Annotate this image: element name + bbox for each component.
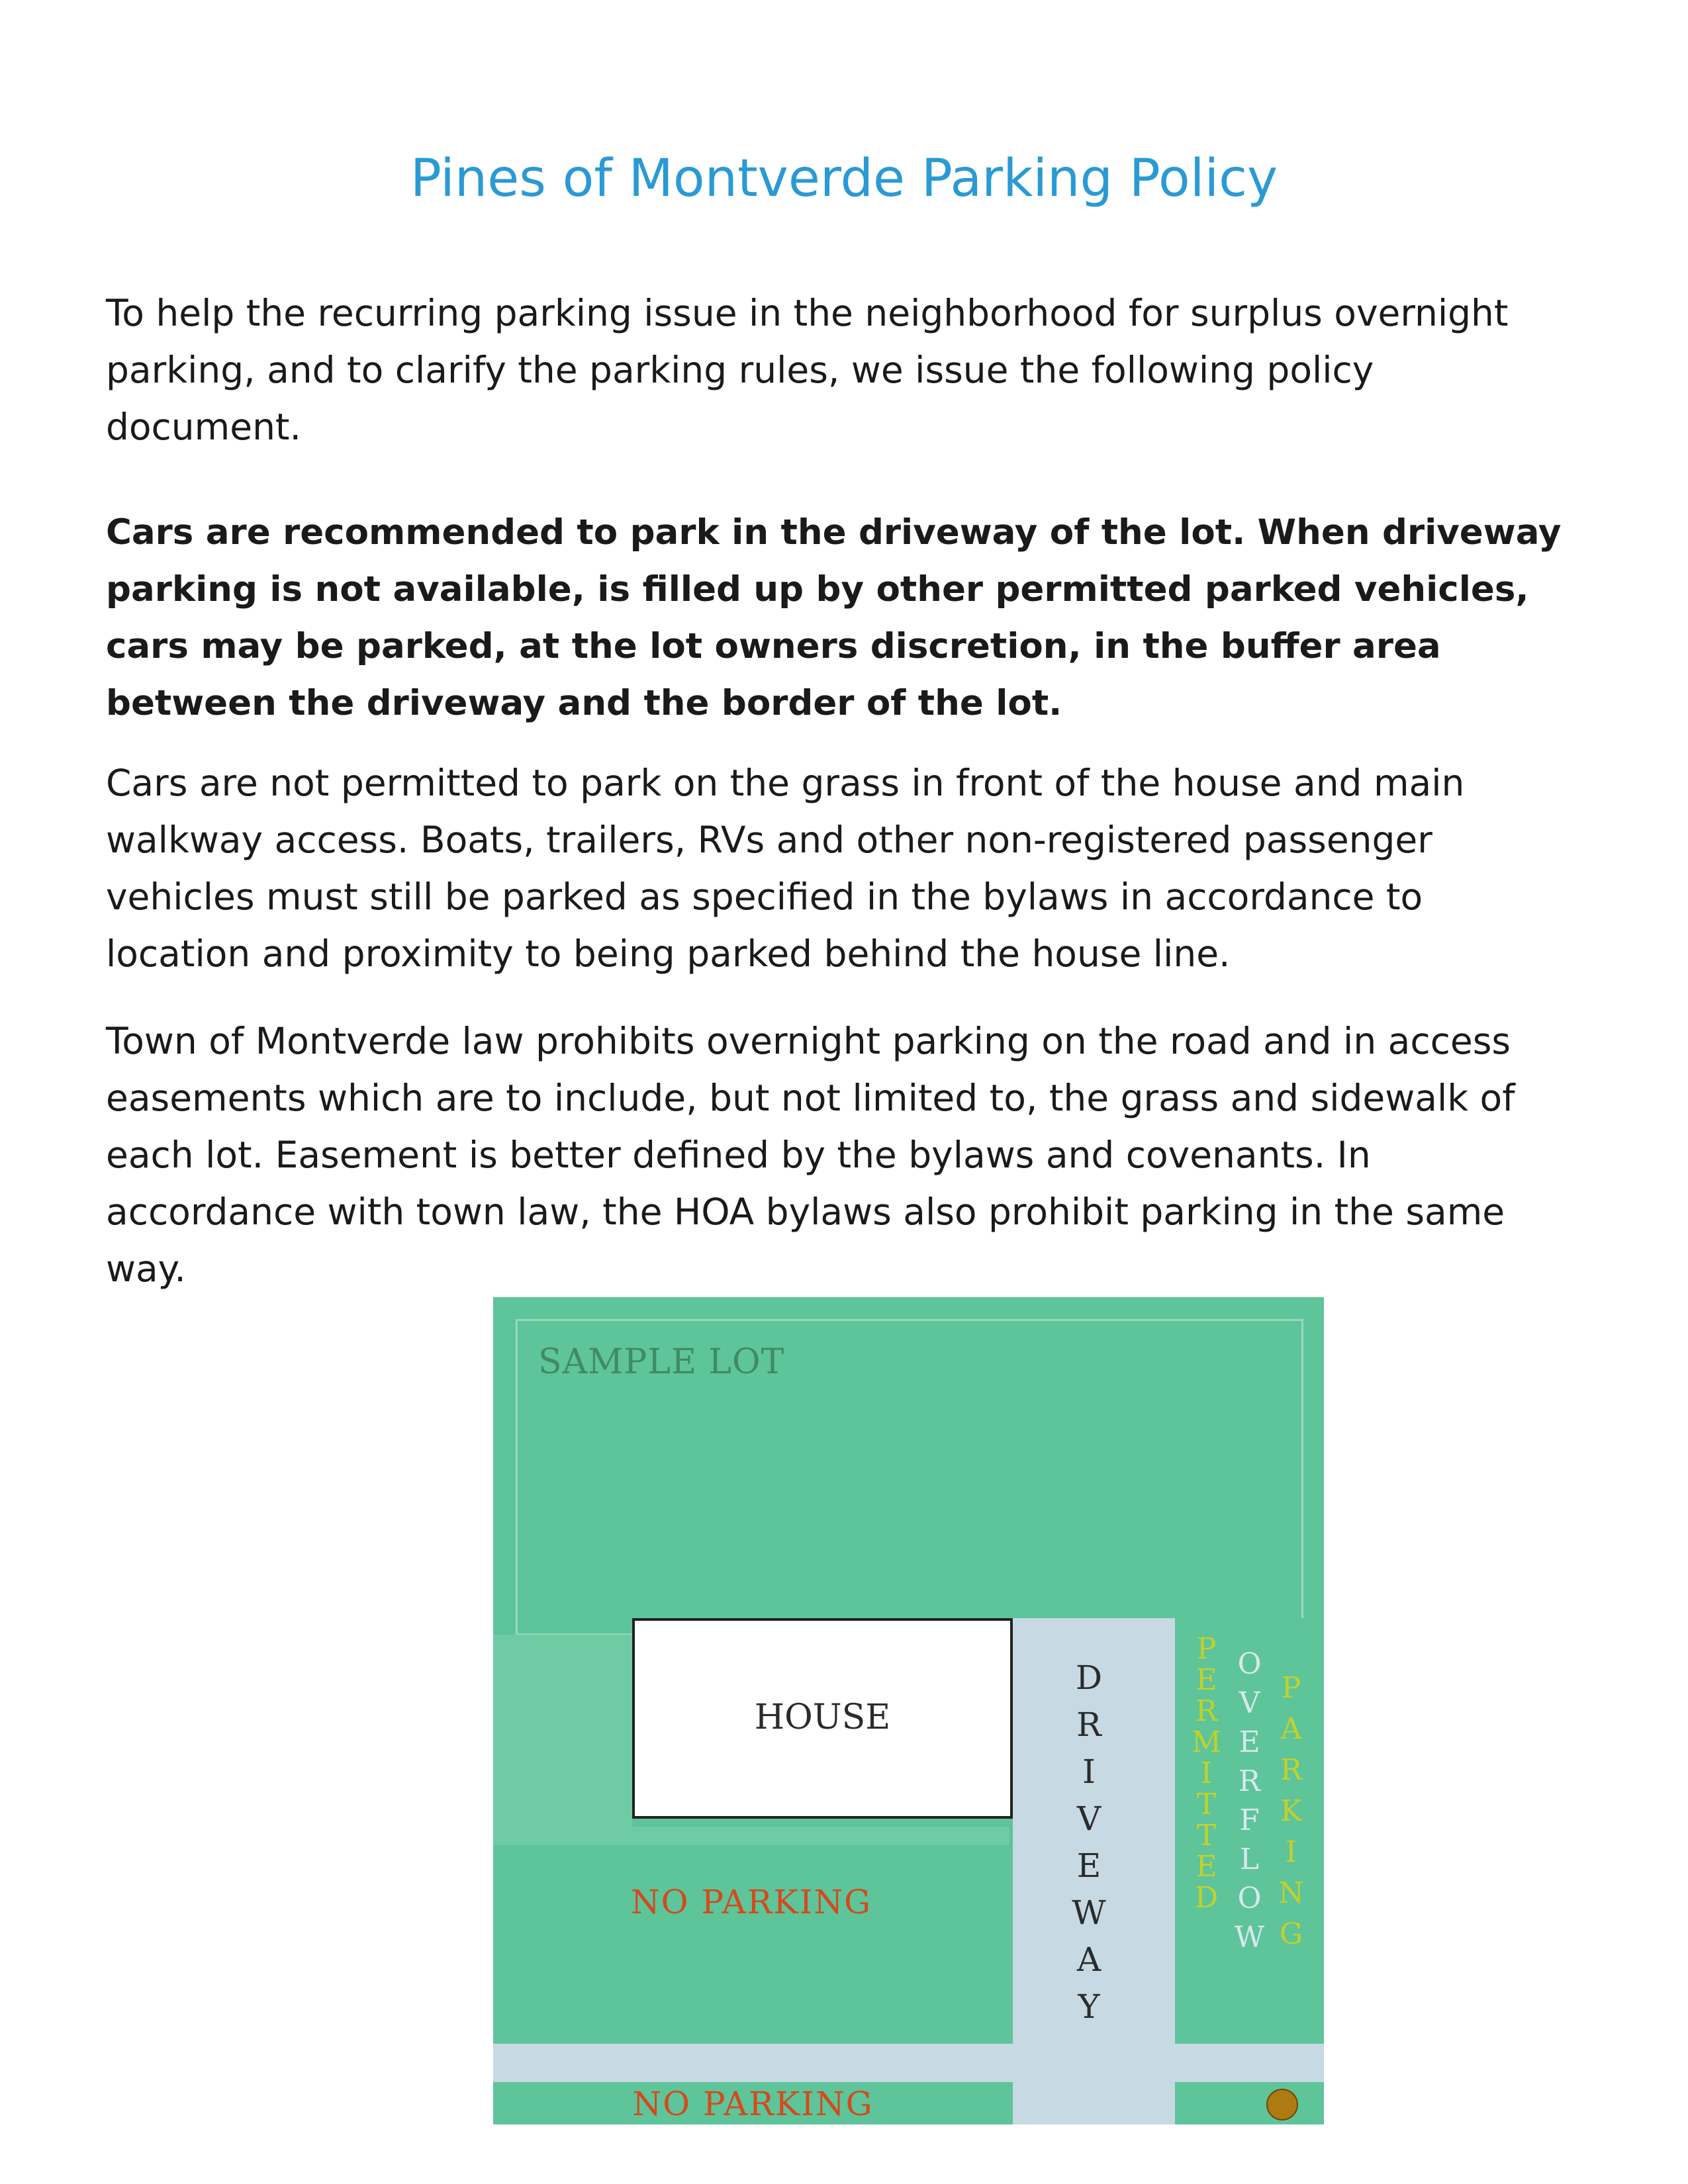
parking-vertical-label: P A R K I N G [1278,1671,1304,1951]
road-strip [493,2044,1324,2082]
town-law-paragraph: Town of Montverde law prohibits overnight parking on the road and in access easements which are to include, but not limited to, the grass and sidewalk of each lot. Easement is better defined by the bylaws and covenants. In accordance with town law, the HOA bylaws also prohibit parking in the same way. [106,1020,1515,1290]
sample-lot-label: SAMPLE LOT [538,1342,785,1382]
grass-rule-paragraph: Cars are not permitted to park on the grass in front of the house and main walkway access. Boats, trailers, RVs and other non-registered passenger vehicles must still be parked as specified in the bylaws in accordance to location and proximity to being parked behind the house line. [106,762,1465,975]
permitted-vertical-label: P E R M I T T E D [1191,1632,1222,1915]
house-line-strip [493,1827,1009,1845]
driveway-vertical-label: D R I V E W A Y [1072,1659,1106,2026]
driveway-rule-paragraph: Cars are recommended to park in the driveway of the lot. When driveway parking is not available, is filled up by other permitted parked vehicles, cars may be parked, at the lot owners discretion, in the buffer area between the driveway and the border of the lot. [106,512,1562,723]
overflow-vertical-label: O V E R F L O W [1234,1647,1265,1954]
intro-paragraph: To help the recurring parking issue in the neighborhood for surplus overnight parking, and to clarify the parking rules, we issue the following policy document. [106,292,1509,448]
seal-icon [1266,2089,1298,2120]
page-title: Pines of Montverde Parking Policy [410,149,1278,208]
sample-lot-diagram [493,1297,1324,2124]
no-parking-front-label: NO PARKING [630,1883,872,1921]
no-parking-road-label: NO PARKING [632,2085,874,2123]
house-label: HOUSE [754,1698,891,1737]
side-buffer-area [493,1635,632,1827]
sidewalk-grass-strip-right [1175,2082,1324,2124]
